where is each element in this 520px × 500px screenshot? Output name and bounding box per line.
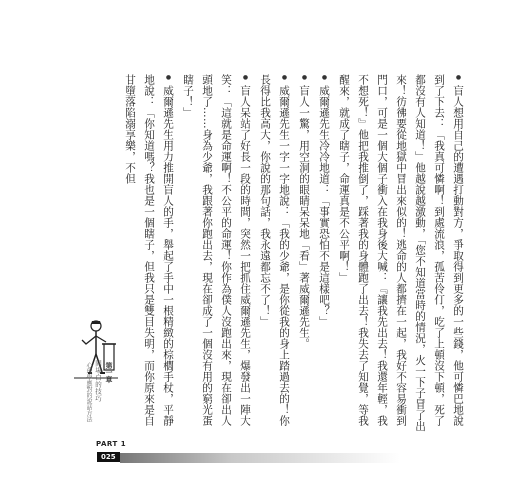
paragraph-3: ● 盲人一驚，用空洞的眼睛呆呆地「看」著威爾遜先生。 bbox=[294, 74, 314, 432]
chapter-title: 開場白的技巧 bbox=[94, 360, 102, 402]
paragraph-6: ● 威爾遜先生用力推開盲人的手，舉起了手中一根精緻的棕櫚手杖，平靜地說：「你知道嗎？我也是一個瞎子，但我只是雙目失明，而你原來是自甘墮落陷溺享樂，不但 bbox=[120, 74, 178, 432]
page-number: 025 bbox=[97, 452, 120, 462]
paragraph-5: ● 盲人呆站了好長一段的時間，突然一把抓住威爾遜先生，爆發出一陣大笑：「這就是命運啊！不公平的命運！你作為僕人沒跑出來，現在卻出人頭地了……身為少爺，我跟著你跑出去，現在卻成了一個沒有用的窮光蛋瞎子！」 bbox=[178, 74, 255, 432]
chapter-subtitle: 心理學應對的說話方法 bbox=[85, 362, 92, 422]
paragraph-2: ● 威爾遜先生冷冷地道：「事實恐怕不是這樣吧？」 bbox=[314, 74, 334, 432]
part-label: PART 1 bbox=[96, 440, 127, 448]
chapter-label: 第一章 bbox=[105, 362, 113, 383]
paragraph-4: ● 威爾遜先生一字一字地說：「我的少爺，是你從我的身上踏過去的！你長得比我高大，你說的那句話，我永遠都忘不了！」 bbox=[255, 74, 294, 432]
body-text bbox=[120, 74, 468, 432]
paragraph-1: ● 盲人想用自己的遭遇打動對方，爭取得到更多的一些錢，他可憐巴地說到了下去：「我真可憐啊！到處流浪，孤苦伶仃，吃了上頓沒下頓，死了都沒有人知道！」他越說越激動，「您不知道當時的情況，火一下子冒了出來！彷彿要從地獄中冒出來似的！逃命的人都擠在一起，我好不容易衝到門口，可是一個大個子衝入在我身後大喊：『讓我先出去！我還年輕，我不想死！』他把我推倒了，踩著我的身體跑了出去！我失去了知覺，等我醒來，就成了瞎子，命運真是不公平啊！」 bbox=[334, 74, 468, 432]
footer-gradient-bar bbox=[120, 453, 400, 463]
